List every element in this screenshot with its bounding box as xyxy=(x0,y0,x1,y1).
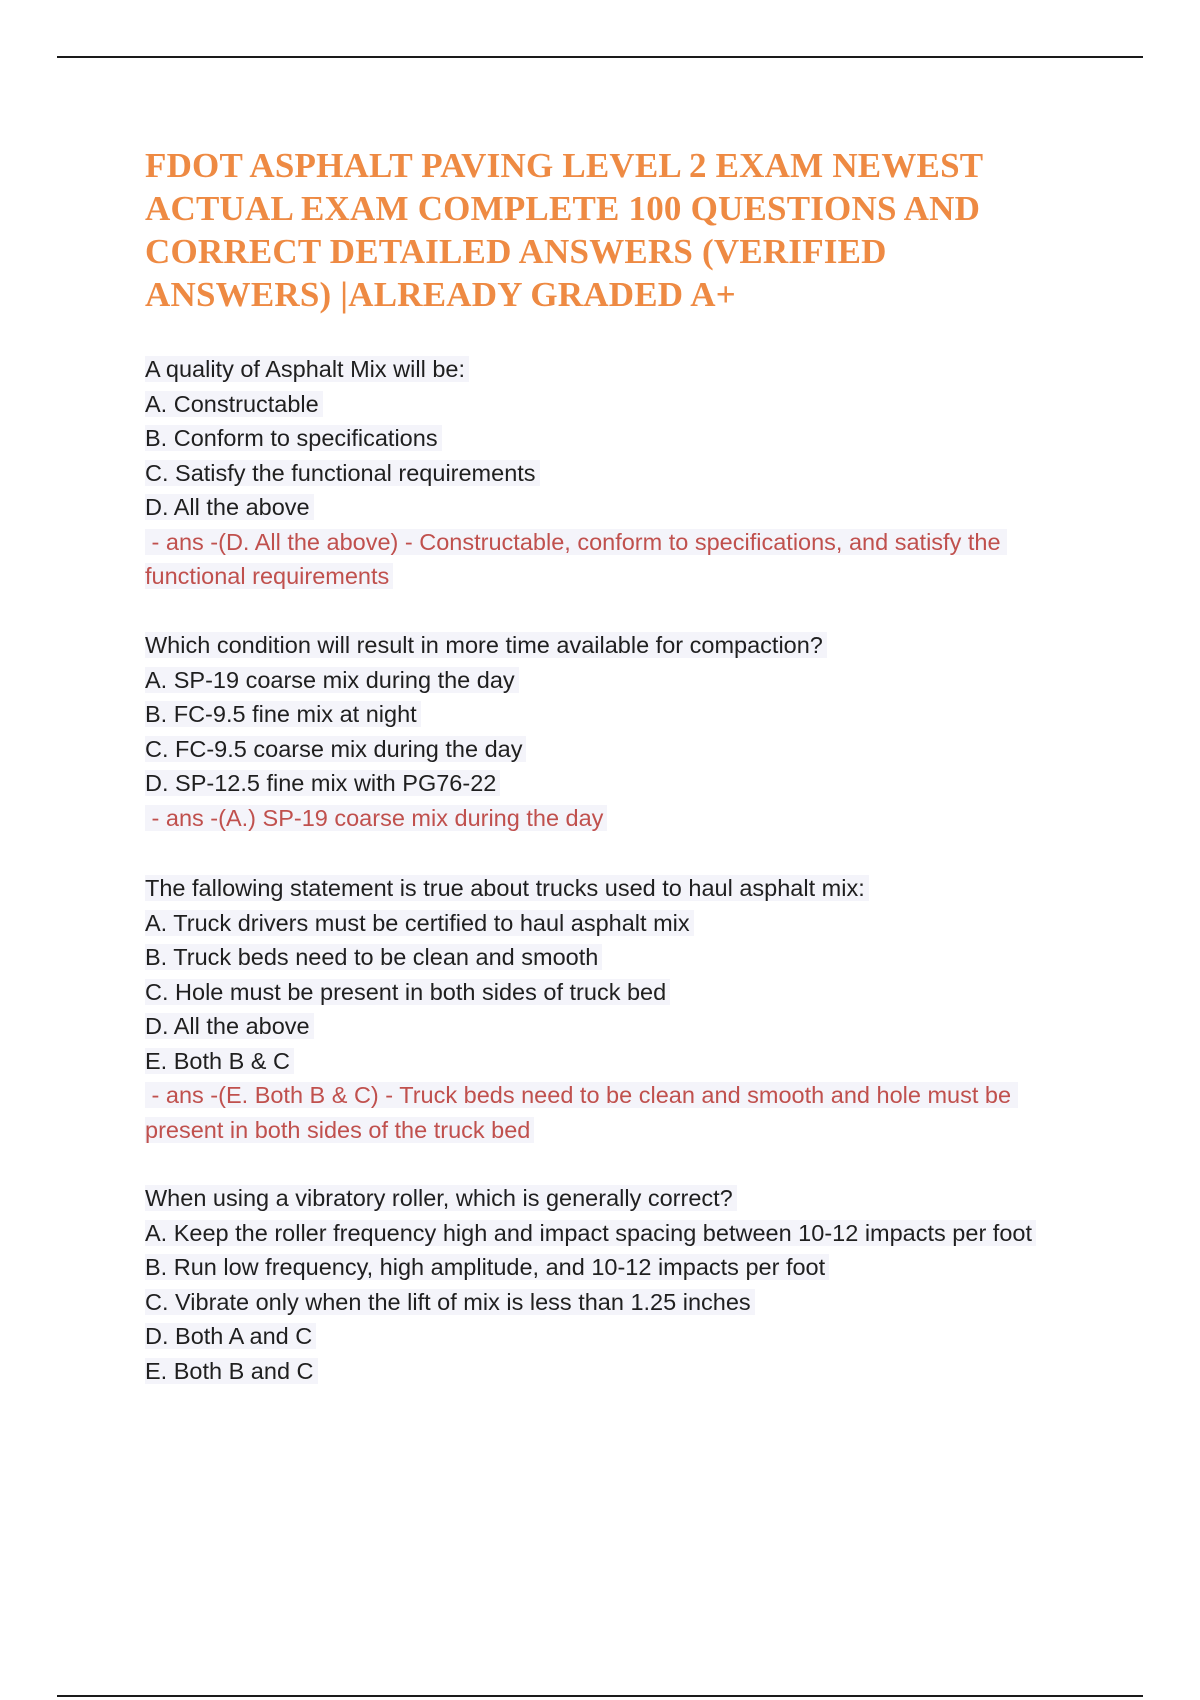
question-text: The fallowing statement is true about trucks used to haul asphalt mix: xyxy=(145,871,1085,906)
answer-option: C. FC-9.5 coarse mix during the day xyxy=(145,732,1085,767)
answer-option: C. Satisfy the functional requirements xyxy=(145,456,1085,491)
question-text: A quality of Asphalt Mix will be: xyxy=(145,352,1085,387)
answer-option: A. Truck drivers must be certified to haul asphalt mix xyxy=(145,906,1085,941)
correct-answer: - ans -(E. Both B & C) - Truck beds need to be clean and smooth and hole must be present in both sides of the truck bed xyxy=(145,1082,1018,1143)
top-divider xyxy=(57,56,1143,58)
answer-option: A. Keep the roller frequency high and impact spacing between 10-12 impacts per foot xyxy=(145,1216,1085,1251)
answer-option: B. Run low frequency, high amplitude, and 10-12 impacts per foot xyxy=(145,1250,1085,1285)
question-text: Which condition will result in more time available for compaction? xyxy=(145,628,1085,663)
answer-option: D. All the above xyxy=(145,1009,1085,1044)
question-block-4 xyxy=(145,1181,1085,1388)
answer-option: A. SP-19 coarse mix during the day xyxy=(145,663,1085,698)
question-block-3 xyxy=(145,871,1085,1147)
answer-option: D. SP-12.5 fine mix with PG76-22 xyxy=(145,766,1085,801)
bottom-divider xyxy=(57,1695,1143,1697)
answer-option: C. Hole must be present in both sides of truck bed xyxy=(145,975,1085,1010)
answer-option: C. Vibrate only when the lift of mix is less than 1.25 inches xyxy=(145,1285,1085,1320)
question-block-1 xyxy=(145,352,1085,594)
answer-option: B. Conform to specifications xyxy=(145,421,1085,456)
document-title: FDOT ASPHALT PAVING LEVEL 2 EXAM NEWEST ACTUAL EXAM COMPLETE 100 QUESTIONS AND CORRECT DETAILED ANSWERS (VERIFIED ANSWERS) |ALREADY GRADED A+ xyxy=(145,146,983,314)
question-block-2 xyxy=(145,628,1085,835)
answer-option: D. All the above xyxy=(145,490,1085,525)
question-text: When using a vibratory roller, which is generally correct? xyxy=(145,1181,1085,1216)
answer-option: A. Constructable xyxy=(145,387,1085,422)
answer-option: E. Both B & C xyxy=(145,1044,1085,1079)
answer-option: D. Both A and C xyxy=(145,1319,1085,1354)
correct-answer: - ans -(D. All the above) - Constructable, conform to specifications, and satisfy the functional requirements xyxy=(145,528,1008,589)
correct-answer: - ans -(A.) SP-19 coarse mix during the day xyxy=(145,801,1085,836)
answer-option: E. Both B and C xyxy=(145,1354,1085,1389)
answer-option: B. Truck beds need to be clean and smooth xyxy=(145,940,1085,975)
answer-option: B. FC-9.5 fine mix at night xyxy=(145,697,1085,732)
